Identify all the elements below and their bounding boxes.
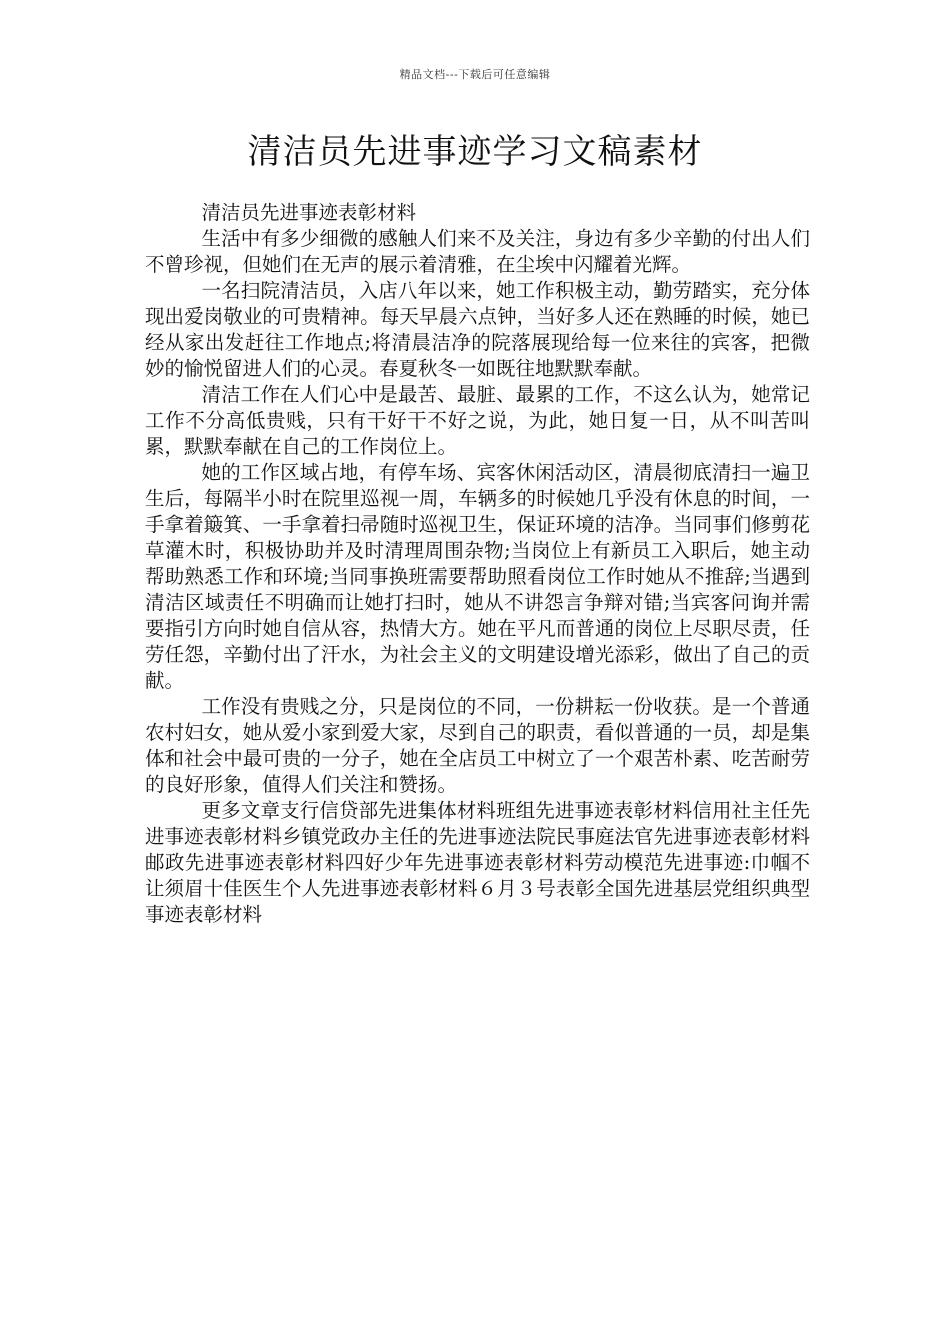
document-subtitle: 清洁员先进事迹表彰材料 [201, 201, 417, 224]
page-title: 清洁员先进事迹学习文稿素材 [247, 132, 703, 172]
paragraph-6-related-articles: 更多文章支行信贷部先进集体材料班组先进事迹表彰材料信用社主任先进事迹表彰材料乡镇党政办主任的先进事迹法院民事庭法官先进事迹表彰材料邮政先进事迹表彰材料四好少年先进事迹表彰材料劳动模范先进事迹:巾帼不让须眉十佳医生个人先进事迹表彰材料６月３号表彰全国先进基层党组织典型事迹表彰材料 [145, 799, 810, 926]
paragraph-3: 清洁工作在人们心中是最苦、最脏、最累的工作，不这么认为，她常记工作不分高低贵贱，只有干好干不好之说，为此，她日复一日，从不叫苦叫累，默默奉献在自己的工作岗位上。 [145, 383, 810, 458]
paragraph-1: 生活中有多少细微的感触人们来不及关注，身边有多少辛勤的付出人们不曾珍视，但她们在无声的展示着清雅，在尘埃中闪耀着光辉。 [145, 227, 810, 276]
paragraph-2: 一名扫院清洁员，入店八年以来，她工作积极主动，勤劳踏实，充分体现出爱岗敬业的可贵精神。每天早晨六点钟，当好多人还在熟睡的时候，她已经从家出发赶往工作地点;将清晨洁净的院落展现给每一位来往的宾客，把微妙的愉悦留进人们的心灵。春夏秋冬一如既往地默默奉献。 [145, 279, 810, 380]
paragraph-4: 她的工作区域占地，有停车场、宾客休闲活动区，清晨彻底清扫一遍卫生后，每隔半小时在院里巡视一周，车辆多的时候她几乎没有休息的时间，一手拿着簸箕、一手拿着扫帚随时巡视卫生，保证环境的洁净。当同事们修剪花草灌木时，积极协助并及时清理周围杂物;当岗位上有新员工入职后，她主动帮助熟悉工作和环境;当同事换班需要帮助照看岗位工作时她从不推辞;当遇到清洁区域责任不明确而让她打扫时，她从不讲怨言争辩对错;当宾客问询并需要指引方向时她自信从容，热情大方。她在平凡而普通的岗位上尽职尽责，任劳任怨，辛勤付出了汗水，为社会主义的文明建设增光添彩，做出了自己的贡献。 [145, 461, 810, 692]
paragraph-5: 工作没有贵贱之分，只是岗位的不同，一份耕耘一份收获。是一个普通农村妇女，她从爱小家到爱大家，尽到自己的职责，看似普通的一员，却是集体和社会中最可贵的一分子，她在全店员工中树立了一个艰苦朴素、吃苦耐劳的良好形象，值得人们关注和赞扬。 [145, 695, 810, 796]
header-note: 精品文档---下载后可任意编辑 [399, 68, 551, 81]
document-body [145, 200, 810, 928]
